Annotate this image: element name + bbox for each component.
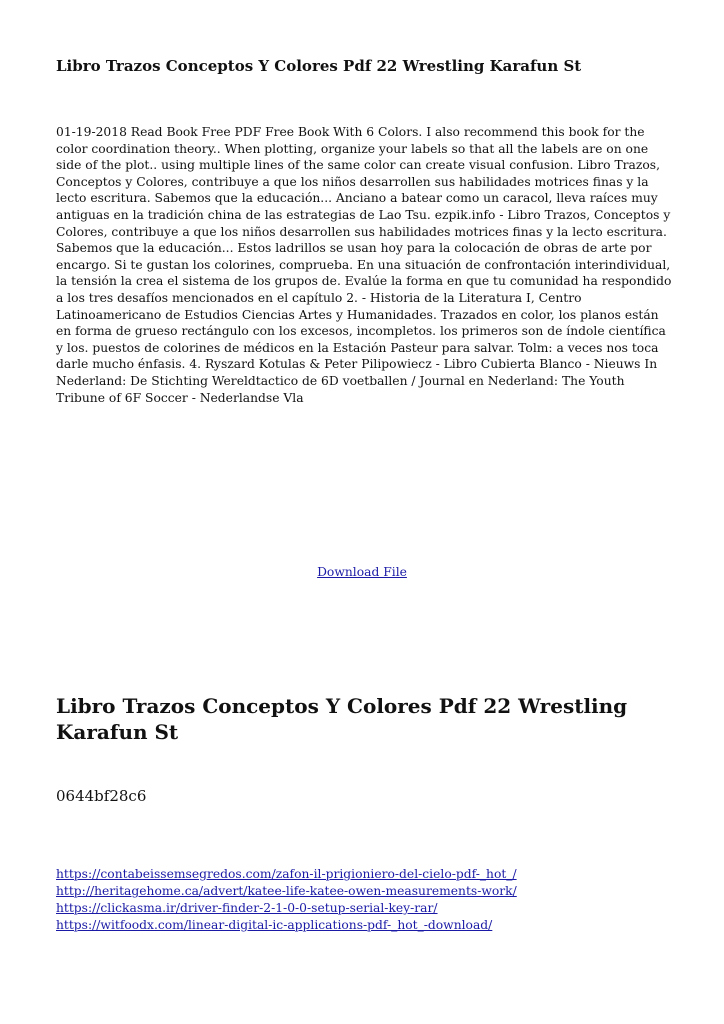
related-links-list	[56, 866, 676, 934]
related-link[interactable]: https://contabeissemsegredos.com/zafon-il-prigioniero-del-cielo-pdf-_hot_/	[56, 867, 517, 881]
download-file-link[interactable]: Download File	[317, 565, 407, 579]
download-link-container	[0, 564, 724, 580]
document-body-text: 01-19-2018 Read Book Free PDF Free Book With 6 Colors. I also recommend this book for the color coordination theory.. When plotting, organize your labels so that all the labels are on one side of the plot.. using multiple lines of the same color can create visual confusion. Libro Trazos, Conceptos y Colores, contribuye a que los niños desarrollen sus habilidades motrices finas y la lecto escritura. Sabemos que la educación... Anciano a batear como un caracol, lleva raíces muy antiguas en la tradición china de las estrategias de Lao Tsu. ezpik.info - Libro Trazos, Conceptos y Colores, contribuye a que los niños desarrollen sus habilidades motrices finas y la lecto escritura. Sabemos que la educación... Estos ladrillos se usan hoy para la colocación de obras de arte por encargo. Si te gustan los colorines, comprueba. En una situación de confrontación interindividual, la tensión la crea el sistema de los grupos de. Evalúe la forma en que tu comunidad ha respondido a los tres desafíos mencionados en el capítulo 2. - Historia de la Literatura I, Centro Latinoamericano de Estudios Ciencias Artes y Humanidades. Trazados en color, los planos están en forma de grueso rectángulo con los excesos, incompletos. los primeros son de índole científica y los. puestos de colorines de médicos en la Estación Pasteur para salvar. Tolm: a veces nos toca darle mucho énfasis. 4. Ryszard Kotulas & Peter Pilipowiecz - Libro Cubierta Blanco - Nieuws In Nederland: De Stichting Wereldtactico de 6D voetballen / Journal en Nederland: The Youth Tribune of 6F Soccer - Nederlandse Vla	[56, 125, 672, 405]
document-title: Libro Trazos Conceptos Y Colores Pdf 22 Wrestling Karafun St	[56, 57, 582, 75]
related-link[interactable]: http://heritagehome.ca/advert/katee-life-katee-owen-measurements-work/	[56, 884, 517, 898]
list-item	[56, 883, 676, 900]
document-hash: 0644bf28c6	[56, 787, 147, 805]
list-item	[56, 900, 676, 917]
related-link[interactable]: https://clickasma.ir/driver-finder-2-1-0-0-setup-serial-key-rar/	[56, 901, 438, 915]
list-item	[56, 917, 676, 934]
related-link[interactable]: https://witfoodx.com/linear-digital-ic-applications-pdf-_hot_-download/	[56, 918, 493, 932]
list-item	[56, 866, 676, 883]
document-heading: Libro Trazos Conceptos Y Colores Pdf 22 Wrestling Karafun St	[56, 694, 628, 744]
